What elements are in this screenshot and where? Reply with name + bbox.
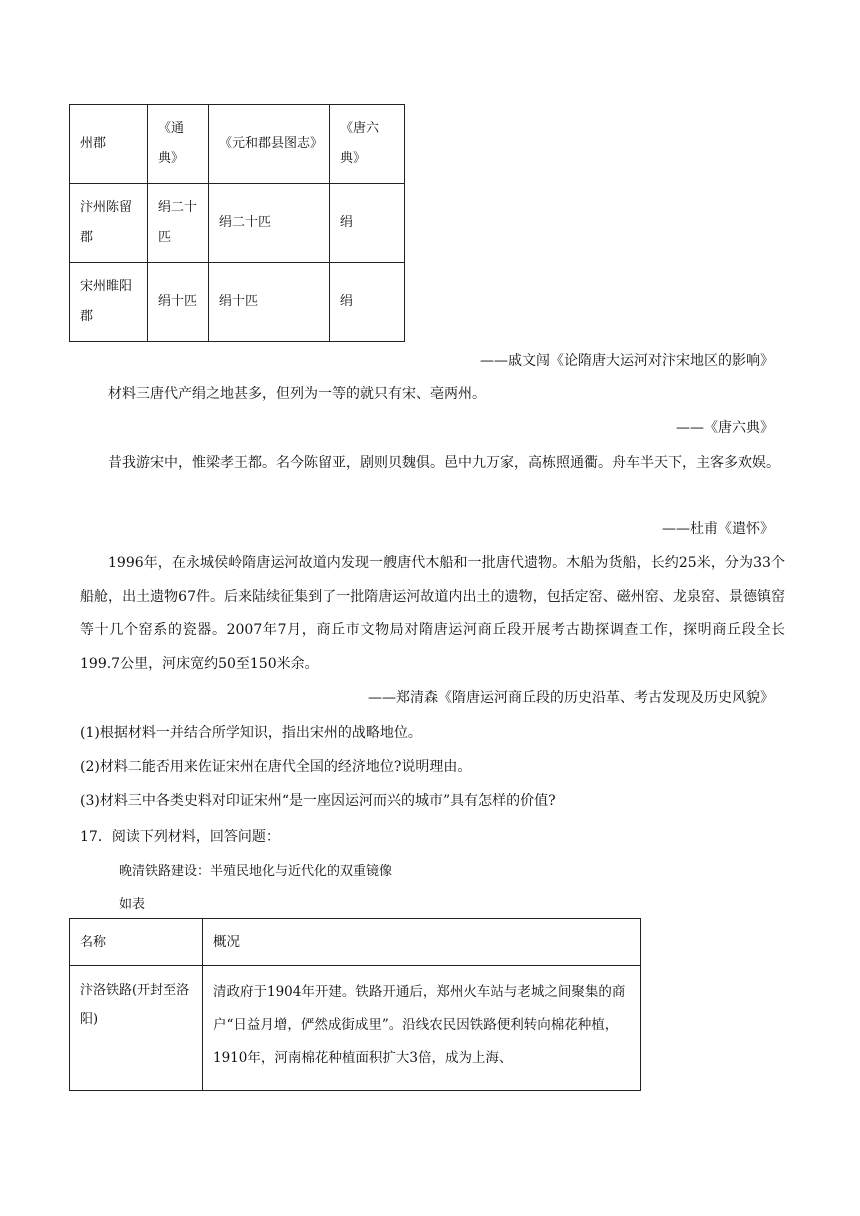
question-17-title: 晚清铁路建设：半殖民地化与近代化的双重镜像 [119, 864, 393, 879]
table-row [70, 184, 405, 263]
table-header-row [70, 919, 641, 966]
source-citation: ——杜甫《遣怀》 [662, 521, 774, 537]
table-header-cell: 概况 [203, 919, 641, 966]
table-cell: 绢十匹 [148, 263, 209, 342]
table-cell: 清政府于1904年开建。铁路开通后，郑州火车站与老城之间聚集的商户“日益月增，俨然成街成里”。沿线农民因铁路便利转向棉花种植，1910年，河南棉花种植面积扩大3倍，成为上海、 [203, 966, 641, 1091]
question-17-subtitle: 如表 [119, 897, 146, 912]
archaeology-text: 1996年，在永城侯岭隋唐运河故道内发现一艘唐代木船和一批唐代遗物。木船为货船，长约25米，分为33个船舱，出土遗物67件。后来陆续征集到了一批隋唐运河故道内出土的遗物，包括定窑、磁州窑、龙泉窑、景德镇窑等十几个窑系的瓷器。2007年7月，商丘市文物局对隋唐运河商丘段开展考古勘探调查工作，探明商丘段全长199.7公里，河床宽约50至150米余。 [80, 555, 785, 672]
question-17-heading: 17．阅读下列材料，回答问题： [80, 829, 280, 845]
table-cell: 绢二十匹 [148, 184, 209, 263]
table-row [70, 263, 405, 342]
table-cell: 绢二十匹 [209, 184, 330, 263]
table-cell: 宋州睢阳郡 [70, 263, 148, 342]
table-header-cell: 州郡 [70, 105, 148, 184]
table-cell: 绢 [330, 184, 405, 263]
material-three-text: 材料三唐代产绢之地甚多，但列为一等的就只有宋、亳两州。 [108, 386, 486, 402]
table-header-row [70, 105, 405, 184]
table-header-cell: 《唐六典》 [330, 105, 405, 184]
table-cell: 汴州陈留郡 [70, 184, 148, 263]
source-citation: ——郑清森《隋唐运河商丘段的历史沿革、考古发现及历史风貌》 [368, 690, 774, 706]
silk-tribute-table [69, 104, 405, 342]
table-header-cell: 《元和郡县图志》 [209, 105, 330, 184]
question-1: (1)根据材料一并结合所学知识，指出宋州的战略地位。 [80, 725, 422, 741]
poem-text: 昔我游宋中，惟梁孝王都。名今陈留亚，剧则贝魏俱。邑中九万家，高栋照通衢。舟车半天下，主客多欢娱。 [108, 455, 780, 471]
question-2: (2)材料二能否用来佐证宋州在唐代全国的经济地位?说明理由。 [80, 759, 472, 775]
source-citation: ——戚文闯《论隋唐大运河对汴宋地区的影响》 [480, 353, 774, 369]
railway-table [69, 918, 641, 1091]
table-row [70, 966, 641, 1091]
table-cell: 绢十匹 [209, 263, 330, 342]
source-citation: ——《唐六典》 [676, 420, 774, 436]
question-3: (3)材料三中各类史料对印证宋州“是一座因运河而兴的城市”具有怎样的价值? [80, 793, 556, 809]
table-header-cell: 名称 [70, 919, 203, 966]
table-header-cell: 《通典》 [148, 105, 209, 184]
table-cell: 汴洛铁路(开封至洛阳) [70, 966, 203, 1091]
table-cell: 绢 [330, 263, 405, 342]
